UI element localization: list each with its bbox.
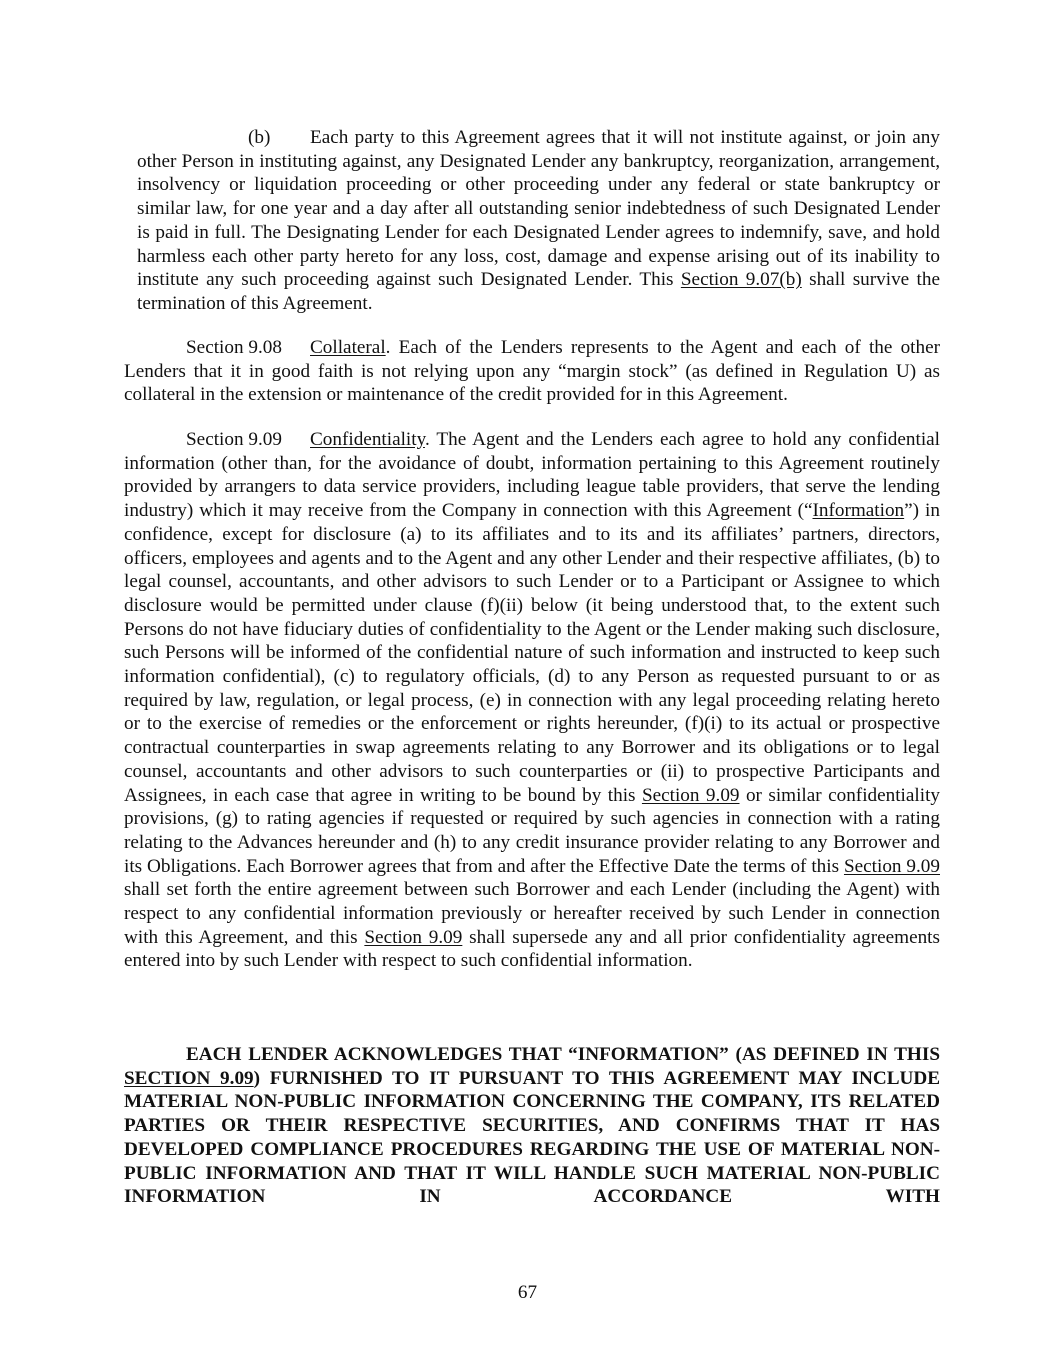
paragraph-text: . Each of the Lenders represents to the Agent and each of the other Lenders that it in good faith is not relying upon any “margin stock” (as defined in Regulation U) as collateral in the extension or maintenance of the credit provided for in this Agreement. [124,337,940,406]
section-title: Confidentiality [310,429,425,450]
paragraph-text: Each party to this Agreement agrees that it will not institute against, or join any other Person in instituting against, any Designated Lender any bankruptcy, reorganization, arrangement, insolvency or liquidation proceeding or other proceeding under any federal or state bankruptcy or similar law, for one year and a day after all outstanding senior indebtedness of such Designated Lender is paid in full. The Designating Lender for each Designated Lender agrees to indemnify, save, and hold harmless each other party hereto for any loss, cost, damage and expense arising out of its inability to institute any such proceeding against such Designated Lender. This [137,127,940,291]
section-reference: Section 9.07(b) [680,269,802,291]
section-9-08-collateral [124,336,940,407]
defined-term: Information [812,500,905,522]
section-number: Section 9.09 [186,429,282,450]
section-reference: Section 9.09 [641,784,740,806]
paragraph-text: EACH LENDER ACKNOWLEDGES THAT “INFORMATION” (AS DEFINED IN THIS [186,1044,940,1065]
paragraph-text: ”) in confidence, except for disclosure (a) to its affiliates and to its and its affiliates’ partners, directors, officers, employees and agents and to the Agent and any other Lender and their respective affiliates, (b) to legal counsel, accountants, and other advisors to such Lender or to a Participant or Assignee to which disclosure would be permitted under clause (f)(ii) below (it being understood that, to the extent such Persons do not have fiduciary duties of confidentiality to the Agent or the Lender making such disclosure, such Persons will be informed of the confidential nature of such information and instructed to keep such information confidential), (c) to regulatory officials, (d) to any Person as requested pursuant to or as required by law, regulation, or legal process, (e) in connection with any legal proceeding relating hereto or to the exercise of remedies or the enforcement or rights hereunder, (f)(i) to its actual or prospective contractual counterparties in swap agreements relating to any Borrower and its obligations or to legal counsel, accountants and other advisors to such counterparties or (ii) to prospective Participants and Assignees, in each case that agree in writing to be bound by this [124,500,940,806]
section-title: Collateral [310,337,386,358]
page-number: 67 [517,1282,538,1303]
paragraph-9-07-b [137,126,940,316]
clause-label: (b) [248,127,271,148]
paragraph-text: shall survive the termination of this Agreement. [137,269,941,314]
paragraph-text: ) FURNISHED TO IT PURSUANT TO THIS AGREEMENT MAY INCLUDE MATERIAL NON-PUBLIC INFORMATION CONCERNING THE COMPANY, ITS RELATED PARTIES OR THEIR RESPECTIVE SECURITIES, AND CONFIRMS THAT IT HAS DEVELOPED COMPLIANCE PROCEDURES REGARDING THE USE OF MATERIAL NON-PUBLIC INFORMATION AND THAT IT WILL HANDLE SUCH MATERIAL NON-PUBLIC INFORMATION IN ACCORDANCE WITH [124,1067,940,1208]
section-reference: Section 9.09 [364,926,463,948]
acknowledgement-paragraph [124,1043,940,1233]
section-number: Section 9.08 [186,337,282,358]
paragraph-text: shall supersede any and all prior confidentiality agreements entered into by such Lender with respect to such confidential information. [124,926,940,972]
paragraph-text: or similar confidentiality provisions, (g) to rating agencies if requested or required by such agencies in connection with a rating relating to the Advances hereunder and (h) to any credit insurance provider relating to any Borrower and its Obligations. Each Borrower agrees that from and after the Effective Date the terms of this [124,784,940,877]
paragraph-text: shall set forth the entire agreement between such Borrower and each Lender (including the Agent) with respect to any confidential information previously or hereafter received by such Lender in connection with this Agreement, and this [124,879,940,948]
section-reference: SECTION 9.09 [124,1067,254,1089]
section-9-09-confidentiality [124,428,940,973]
section-reference: Section 9.09 [843,855,940,877]
paragraph-text: . The Agent and the Lenders each agree to hold any confidential information (other than, for the avoidance of doubt, information pertaining to this Agreement routinely provided by arrangers to data service providers, including league table providers, that serve the lending industry) which it may receive from the Company in connection with this Agreement (“ [124,429,940,522]
